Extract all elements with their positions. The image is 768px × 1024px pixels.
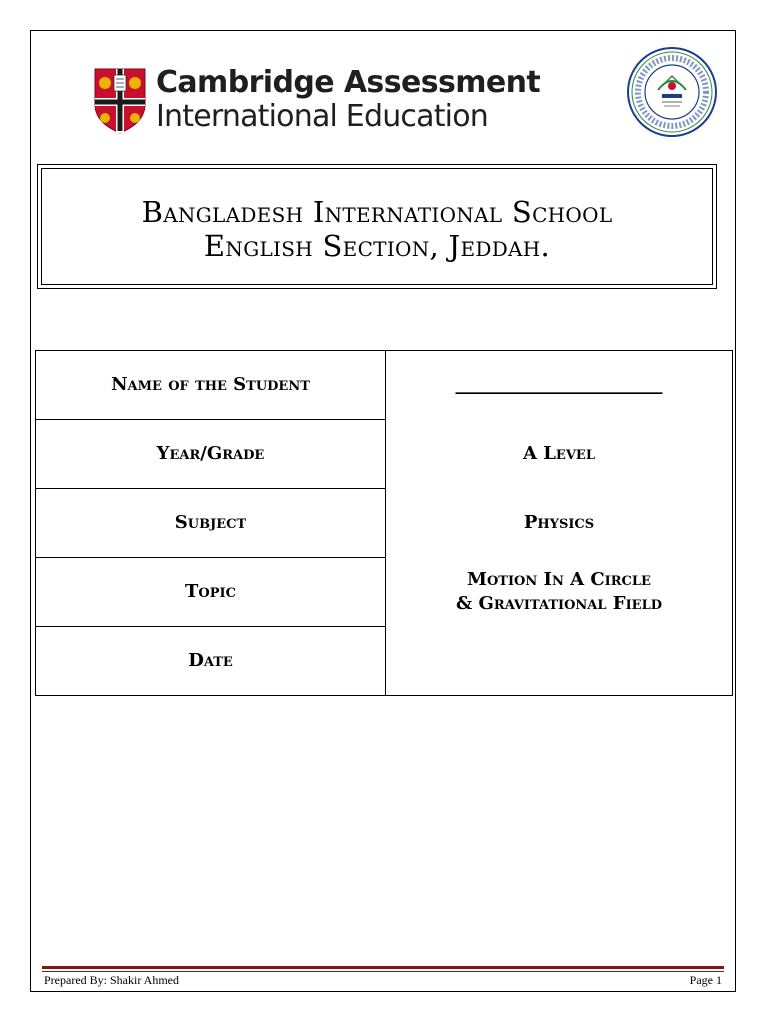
- school-title: [38, 195, 716, 263]
- label-year: Year/Grade: [36, 420, 386, 489]
- label-name: Name of the Student: [36, 351, 386, 420]
- topic-line-1: Motion In A Circle: [467, 569, 651, 590]
- table-row-subject: [36, 489, 733, 558]
- value-subject: Physics: [386, 489, 733, 558]
- label-topic: Topic: [36, 558, 386, 627]
- table-row-date: [36, 627, 733, 696]
- cambridge-logo: [94, 65, 541, 136]
- footer-page-number: Page 1: [689, 973, 722, 987]
- label-subject: Subject: [36, 489, 386, 558]
- footer-rule: [42, 966, 724, 969]
- logo-line-1: Cambridge Assessment: [156, 65, 541, 100]
- cambridge-wordmark: [156, 66, 540, 134]
- school-section: English Section, Jeddah.: [203, 229, 551, 263]
- table-row-year: [36, 420, 733, 489]
- value-name-blank[interactable]: _______________________: [386, 351, 733, 420]
- table-row-topic: [36, 558, 733, 627]
- logo-line-2: International Education: [156, 99, 488, 134]
- footer-rule-thin: [42, 971, 724, 972]
- label-date: Date: [36, 627, 386, 696]
- student-info-table: [35, 350, 733, 696]
- table-row-name: [36, 351, 733, 420]
- school-seal-icon: [626, 46, 718, 138]
- topic-line-2: & Gravitational Field: [456, 593, 662, 614]
- value-date[interactable]: [386, 627, 733, 696]
- value-topic: [386, 558, 733, 627]
- value-year: A Level: [386, 420, 733, 489]
- footer-prepared-by: Prepared By: Shakir Ahmed: [44, 973, 179, 987]
- school-name: Bangladesh International School: [141, 195, 613, 229]
- cambridge-shield-icon: [94, 68, 146, 134]
- school-title-box: [37, 164, 717, 289]
